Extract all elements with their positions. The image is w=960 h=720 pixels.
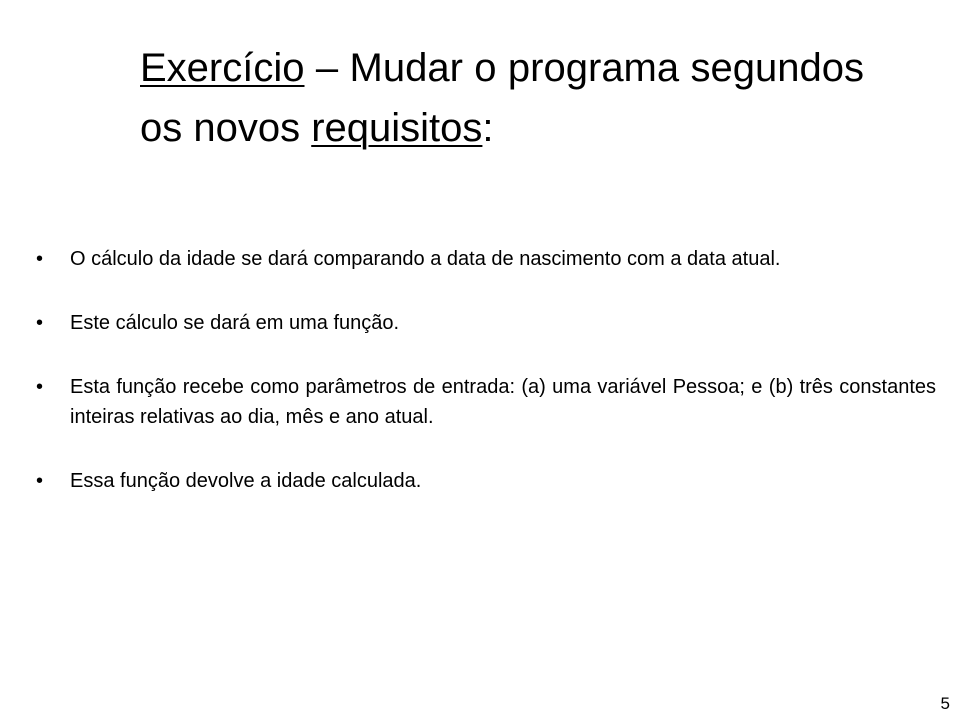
page-number: 5 [940,694,950,713]
bullet-dot: • [36,376,44,398]
title-underlined-exercicio: Exercício [140,46,305,90]
slide-title [140,38,864,158]
bullet-item [36,372,936,432]
bullet-text: Este cálculo se dará em uma função. [70,312,400,334]
bullet-item [36,466,936,496]
bullet-item [36,244,936,274]
title-underlined-requisitos: requisitos [311,106,483,150]
title-middle-text: – Mudar o programa segundos os novos [140,46,864,150]
bullet-text: Essa função devolve a idade calculada. [70,470,422,492]
bullet-list [36,244,936,530]
bullet-dot: • [36,470,44,492]
title-colon: : [482,106,494,150]
bullet-text: Esta função recebe como parâmetros de entrada: (a) uma variável Pessoa; e (b) três constantes inteiras relativas ao dia, mês e ano atual. [70,376,936,428]
bullet-item [36,308,936,338]
bullet-text: O cálculo da idade se dará comparando a data de nascimento com a data atual. [70,248,781,270]
bullet-dot: • [36,248,44,270]
bullet-dot: • [36,312,44,334]
